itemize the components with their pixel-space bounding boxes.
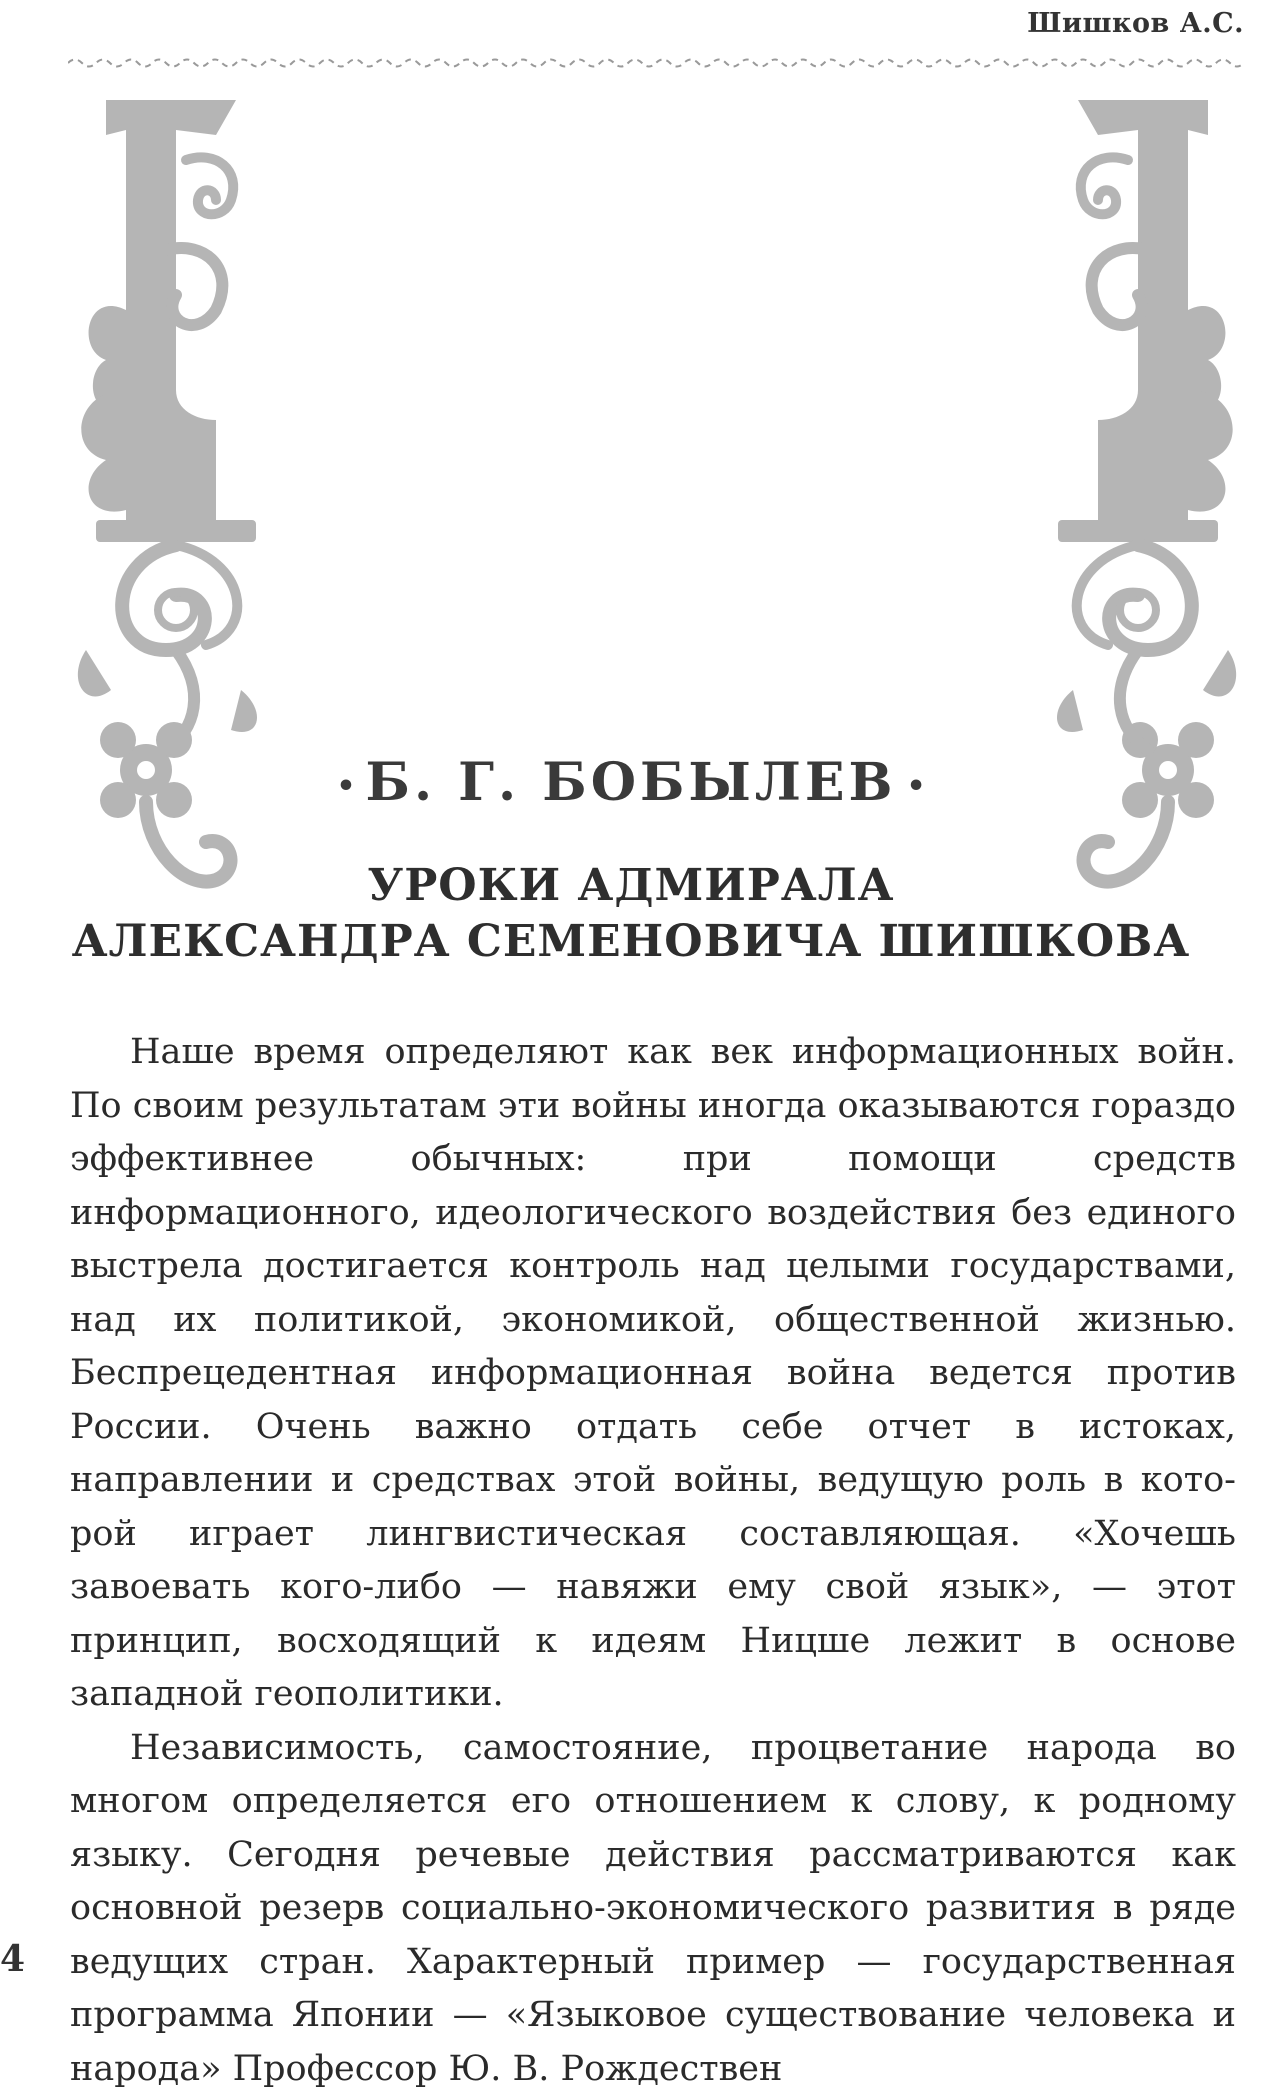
paragraph: Наше время определяют как век информационных войн. По своим результатам эти войны иногда оказываются гораздо эффективнее обычных: при помощи средств информационного, идеологического воздействия без единого выстрела достигается контроль над целыми государствами, над их политикой, экономикой, общественной жизнью. Беспрецедентная информационная война ведется против России. Очень важно отдать себе отчет в истоках, направлении и средствах этой войны, ведущую роль в которой играет лингвистическая составляющая. «Хочешь завоевать кого-либо — навяжи ему свой язык», — этот принцип, восходящий к идеям Ницше лежит в основе западной геополитики.: [70, 1026, 1236, 1722]
bullet-dot-icon: •: [336, 769, 355, 804]
article-body: [70, 1026, 1236, 2096]
running-head: Шишков А.С.: [1027, 8, 1244, 39]
paragraph: Независимость, самостояние, процветание народа во многом определяется его отношением к слову, к родному языку. Сегодня речевые действия рассматриваются как основной резерв социально-экономического развития в ряде ведущих стран. Характерный пример — государственная программа Японии — «Языковое существование человека и народа» Профессор Ю. В. Рождествен: [70, 1722, 1236, 2096]
page-number: 4: [0, 1938, 25, 1980]
author-text: Б. Г. БОБЫЛЕВ: [366, 752, 897, 813]
title-line: АЛЕКСАНДРА СЕМЕНОВИЧА ШИШКОВА: [60, 914, 1202, 970]
author-name: [0, 752, 1262, 813]
wavy-divider: [68, 54, 1248, 72]
article-title: [60, 858, 1202, 970]
title-line: УРОКИ АДМИРАЛА: [60, 858, 1202, 914]
bullet-dot-icon: •: [906, 769, 925, 804]
